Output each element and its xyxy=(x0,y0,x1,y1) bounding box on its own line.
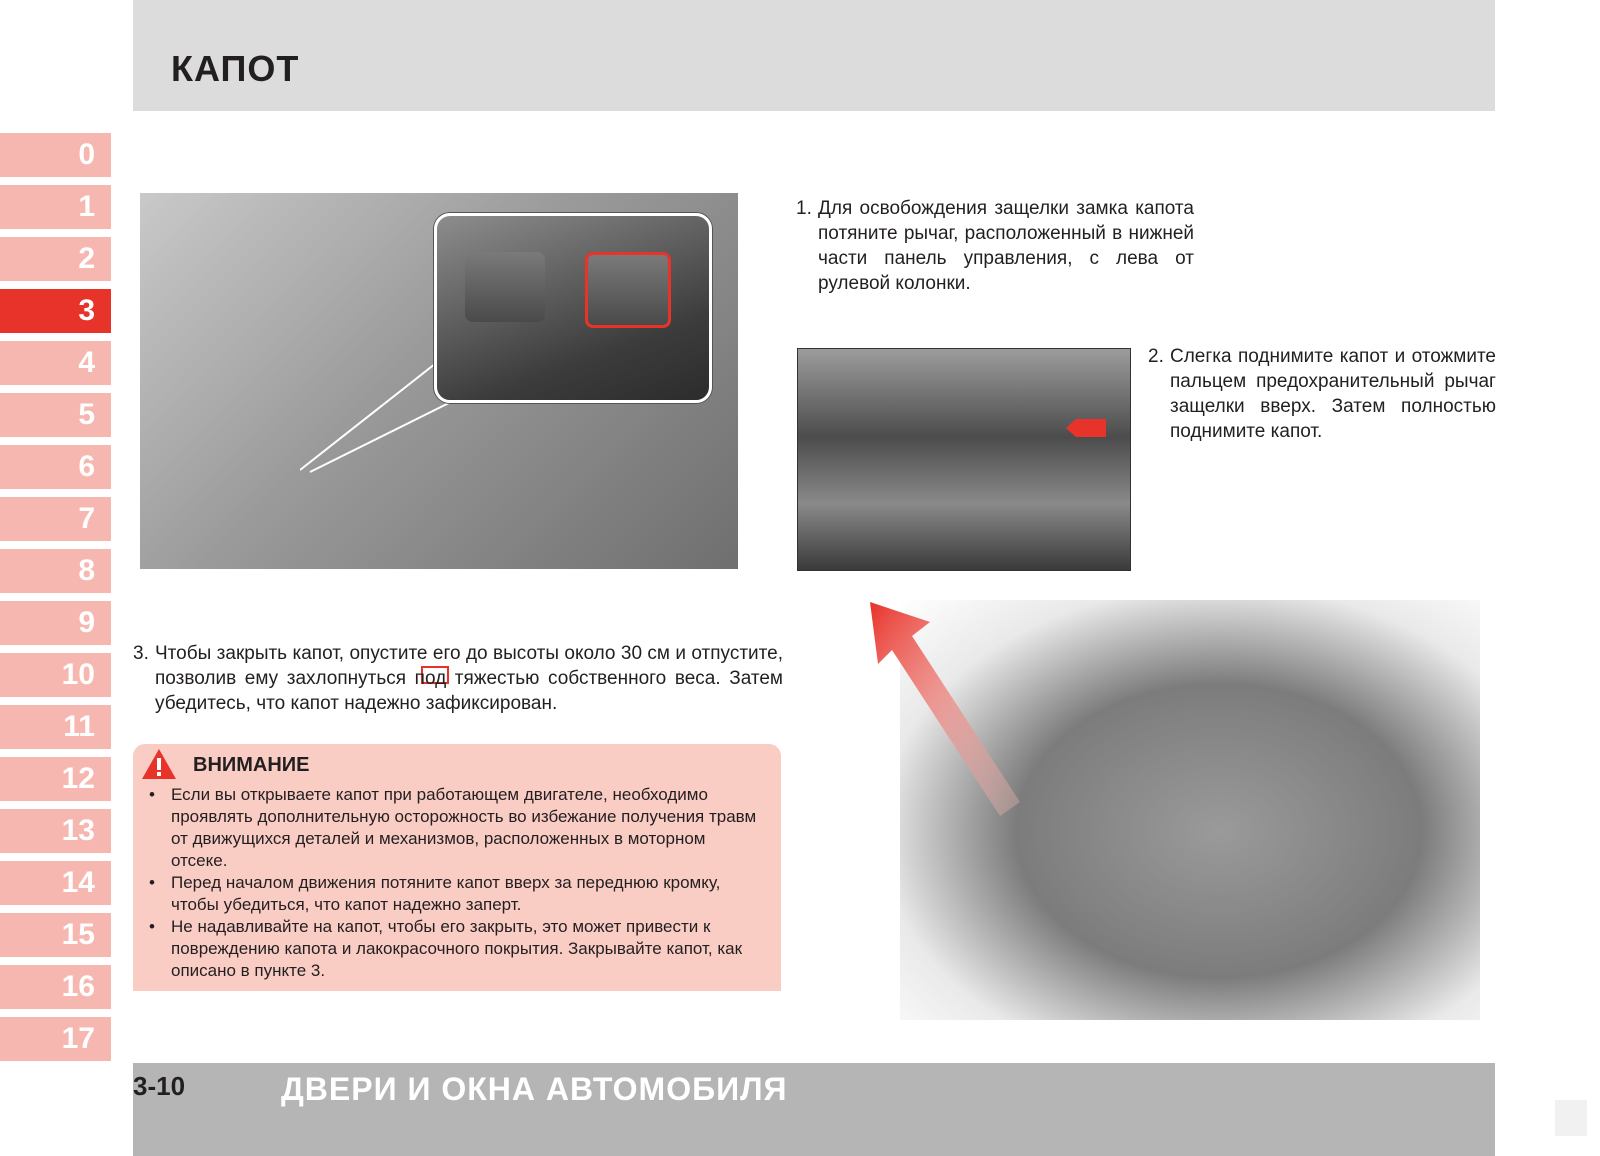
step-2: 2. Слегка поднимите капот и отожмите пальцем предохранительный рычаг защелки вверх. Затем полностью поднимите капот. xyxy=(1148,346,1496,442)
chapter-tab-11[interactable]: 11 xyxy=(0,705,111,749)
caution-item: • Перед началом движения потяните капот вверх за переднюю кромку, чтобы убедиться, что капот надежно заперт. xyxy=(147,872,761,916)
warning-triangle-icon xyxy=(141,748,177,780)
caution-item: • Не надавливайте на капот, чтобы его закрыть, это может привести к повреждению капота и лакокрасочного покрытия. Закрывайте капот, как описано в пункте 3. xyxy=(147,916,761,982)
lift-arrow-icon xyxy=(870,602,1030,822)
page-footer xyxy=(133,1063,1495,1156)
step-1-text: Для освобождения защелки замка капота потяните рычаг, расположенный в нижней части панель управления, с лева от рулевой колонки. xyxy=(818,198,1194,294)
step-3: 3. Чтобы закрыть капот, опустите его до высоты около 30 см и отпустите, позволив ему захлопнуться под тяжестью собственного веса. Затем убедитесь, что капот надежно зафиксирован. xyxy=(133,643,783,714)
step-3-text: Чтобы закрыть капот, опустите его до высоты около 30 см и отпустите, позволив ему захлопнуться под тяжестью собственного веса. Затем убедитесь, что капот надежно зафиксирован. xyxy=(155,643,783,714)
hood-release-lever-inset xyxy=(434,213,712,403)
chapter-tab-10[interactable]: 10 xyxy=(0,653,111,697)
chapter-tab-3[interactable]: 3 xyxy=(0,289,111,333)
chapter-tab-14[interactable]: 14 xyxy=(0,861,111,905)
hood-release-lever xyxy=(585,252,671,328)
corner-mark xyxy=(1555,1100,1587,1136)
page-number: 3-10 xyxy=(133,1071,186,1101)
chapter-tab-2[interactable]: 2 xyxy=(0,237,111,281)
chapter-tab-7[interactable]: 7 xyxy=(0,497,111,541)
fuel-door-lever xyxy=(465,252,545,322)
chapter-tab-17[interactable]: 17 xyxy=(0,1017,111,1061)
chapter-tab-1[interactable]: 1 xyxy=(0,185,111,229)
caution-list xyxy=(147,784,761,982)
chapter-tab-15[interactable]: 15 xyxy=(0,913,111,957)
chapter-tab-6[interactable]: 6 xyxy=(0,445,111,489)
caution-title: ВНИМАНИЕ xyxy=(193,754,310,776)
step-2-text: Слегка поднимите капот и отожмите пальцем предохранительный рычаг защелки вверх. Затем полностью поднимите капот. xyxy=(1170,346,1496,442)
step-1: 1. Для освобождения защелки замка капота потяните рычаг, расположенный в нижней части панель управления, с лева от рулевой колонки. xyxy=(796,198,1194,294)
page-header xyxy=(133,0,1495,111)
chapter-tab-8[interactable]: 8 xyxy=(0,549,111,593)
chapter-tab-0[interactable]: 0 xyxy=(0,133,111,177)
caution-box xyxy=(133,744,781,991)
chapter-tab-9[interactable]: 9 xyxy=(0,601,111,645)
hood-latch-photo xyxy=(797,348,1131,571)
page-title: КАПОТ xyxy=(171,48,300,89)
chapter-tab-4[interactable]: 4 xyxy=(0,341,111,385)
caution-item: • Если вы открываете капот при работающем двигателе, необходимо проявлять дополнительную осторожность во избежание получения травм от движущихся деталей и механизмов, расположенных в моторном отсеке. xyxy=(147,784,761,872)
chapter-tab-5[interactable]: 5 xyxy=(0,393,111,437)
latch-arrow-icon xyxy=(1066,419,1106,437)
chapter-tab-12[interactable]: 12 xyxy=(0,757,111,801)
chapter-tab-13[interactable]: 13 xyxy=(0,809,111,853)
chapter-tab-16[interactable]: 16 xyxy=(0,965,111,1009)
section-title: ДВЕРИ И ОКНА АВТОМОБИЛЯ xyxy=(281,1071,788,1107)
chapter-tabs xyxy=(0,133,111,1069)
